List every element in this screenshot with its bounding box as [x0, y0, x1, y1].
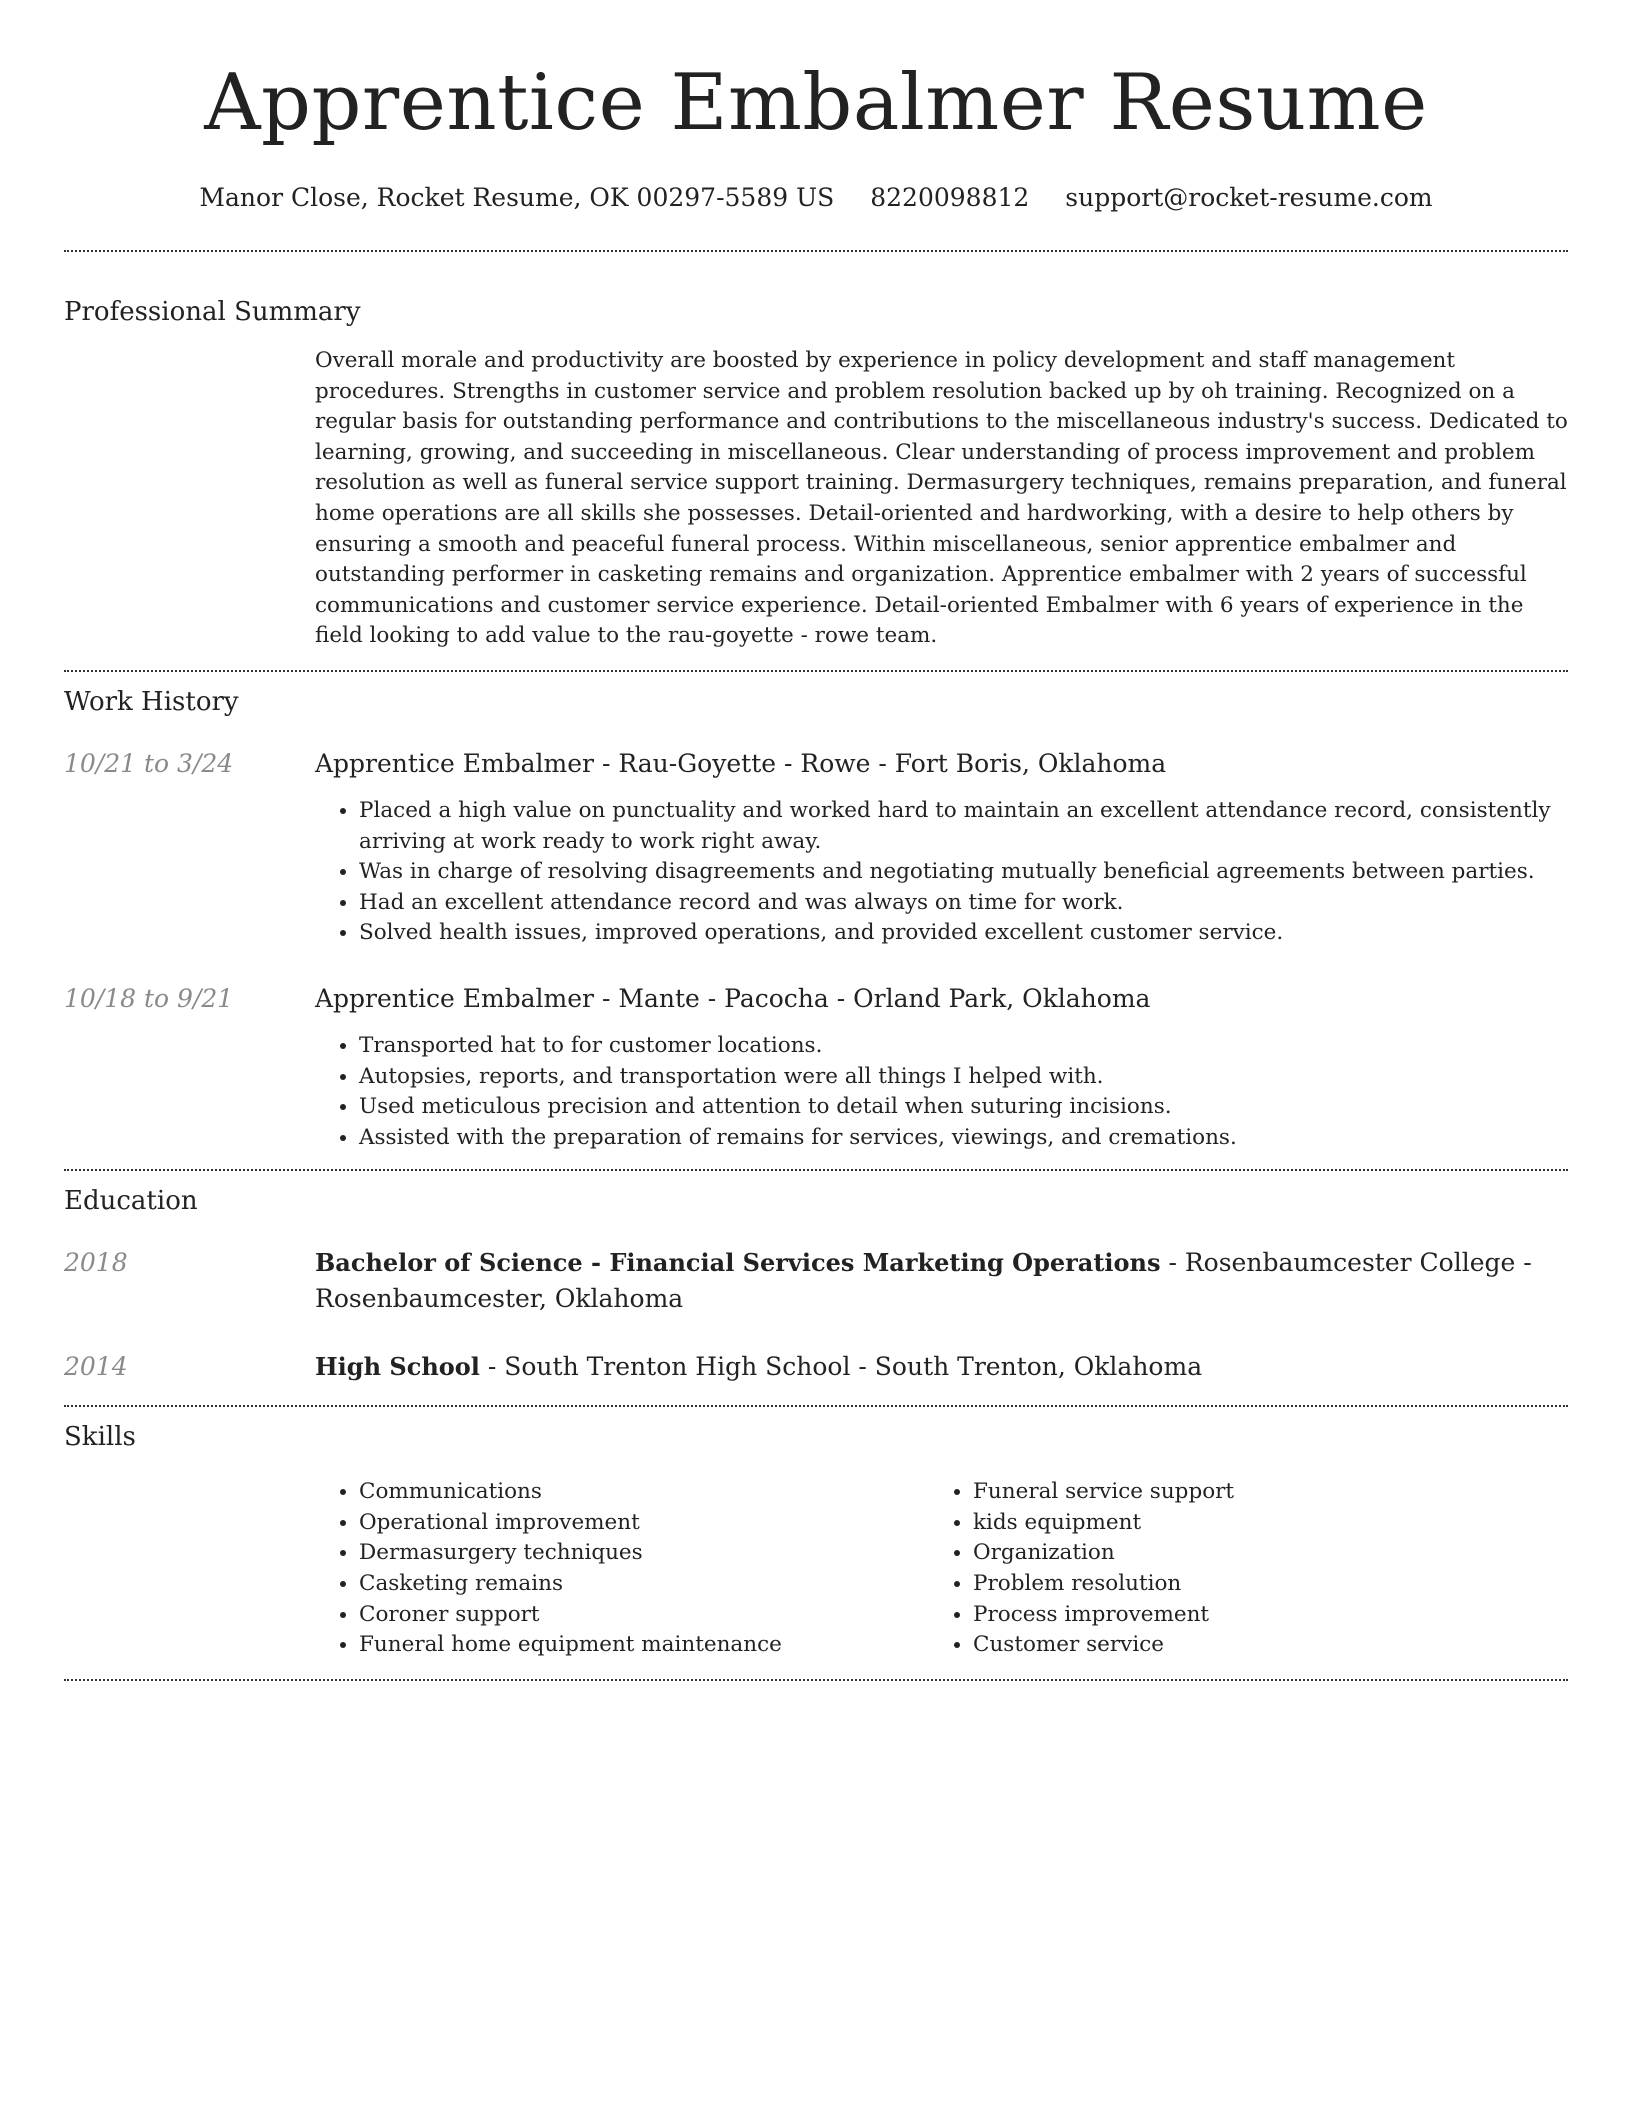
job-date: 10/21 to 3/24	[64, 748, 234, 778]
education-section	[64, 1171, 1568, 1385]
job-bullets	[315, 796, 1568, 949]
list-item: • Dermasurgery techniques	[359, 1538, 929, 1569]
skills-list-left	[315, 1477, 929, 1661]
list-item: • Casketing remains	[359, 1569, 929, 1600]
job-employer: - Mante - Pacocha - Orland Park, Oklahoma	[594, 983, 1151, 1013]
section-title-summary: Professional Summary	[64, 297, 361, 327]
list-item: • Used meticulous precision and attention to detail when suturing incisions.	[359, 1092, 1568, 1123]
education-heading	[315, 1245, 1568, 1317]
list-item: • Customer service	[973, 1630, 1533, 1661]
section-title-skills: Skills	[64, 1422, 136, 1453]
list-item: • Solved health issues, improved operations, and provided excellent customer service.	[359, 918, 1568, 949]
resume-title: Apprentice Embalmer Resume	[204, 58, 1428, 148]
education-entry	[64, 1245, 1568, 1317]
job-date: 10/18 to 9/21	[64, 983, 234, 1013]
contact-address: Manor Close, Rocket Resume, OK 00297-5589 US	[199, 183, 835, 212]
skills-columns	[315, 1477, 1568, 1661]
contact-email: support@rocket-resume.com	[1065, 183, 1433, 212]
school: - Rosenbaumcester College - Rosenbaumcester, Oklahoma	[315, 1248, 1532, 1314]
skills-section	[64, 1407, 1568, 1661]
degree: Bachelor of Science - Financial Services Marketing Operations	[315, 1248, 1161, 1278]
list-item: • Operational improvement	[359, 1508, 929, 1539]
degree: High School	[315, 1352, 480, 1382]
list-item: • Coroner support	[359, 1600, 929, 1631]
job-employer: - Rau-Goyette - Rowe - Fort Boris, Oklahoma	[594, 748, 1167, 778]
education-date: 2014	[64, 1352, 128, 1382]
skills-list-right	[929, 1477, 1533, 1661]
job-title: Apprentice Embalmer	[315, 983, 595, 1013]
section-divider	[64, 1679, 1568, 1681]
list-item: • Assisted with the preparation of remains for services, viewings, and cremations.	[359, 1123, 1568, 1154]
list-item: • kids equipment	[973, 1508, 1533, 1539]
education-entry	[64, 1349, 1568, 1385]
job-bullets	[315, 1031, 1568, 1153]
job-entry	[64, 981, 1568, 1153]
job-title: Apprentice Embalmer	[315, 748, 595, 778]
list-item: • Placed a high value on punctuality and worked hard to maintain an excellent attendance record, consistently arriving at work ready to work right away.	[359, 796, 1568, 857]
job-heading	[315, 981, 1568, 1017]
list-item: • Had an excellent attendance record and was always on time for work.	[359, 888, 1568, 919]
list-item: • Process improvement	[973, 1600, 1533, 1631]
section-title-work-history: Work History	[64, 686, 239, 717]
job-heading	[315, 746, 1568, 782]
contact-line	[64, 180, 1568, 216]
job-entry	[64, 746, 1568, 949]
education-date: 2018	[64, 1248, 128, 1278]
list-item: • Problem resolution	[973, 1569, 1533, 1600]
summary-text: Overall morale and productivity are boosted by experience in policy development and staff management procedures. Strengths in customer service and problem resolution backed up by oh training. Recognized on a regular basis for outstanding performance and contributions to the miscellaneous industry's success. Dedicated to learning, growing, and succeeding in miscellaneous. Clear understanding of process improvement and problem resolution as well as funeral service support training. Dermasurgery techniques, remains preparation, and funeral home operations are all skills she possesses. Detail-oriented and hardworking, with a desire to help others by ensuring a smooth and peaceful funeral process. Within miscellaneous, senior apprentice embalmer and outstanding performer in casketing remains and organization. Apprentice embalmer with 2 years of successful communications and customer service experience. Detail-oriented Embalmer with 6 years of experience in the field looking to add value to the rau-goyette - rowe team.	[315, 348, 1568, 649]
list-item: • Was in charge of resolving disagreements and negotiating mutually beneficial agreements between parties.	[359, 857, 1568, 888]
work-history-section	[64, 672, 1568, 1153]
section-title-education: Education	[64, 1186, 198, 1217]
education-heading	[315, 1349, 1568, 1385]
list-item: • Transported hat to for customer locations.	[359, 1031, 1568, 1062]
list-item: • Communications	[359, 1477, 929, 1508]
list-item: • Organization	[973, 1538, 1533, 1569]
school: - South Trenton High School - South Trenton, Oklahoma	[479, 1352, 1203, 1382]
list-item: • Autopsies, reports, and transportation were all things I helped with.	[359, 1062, 1568, 1093]
summary-section	[64, 252, 1568, 652]
list-item: • Funeral home equipment maintenance	[359, 1630, 929, 1661]
list-item: • Funeral service support	[973, 1477, 1533, 1508]
contact-phone: 8220098812	[870, 183, 1030, 212]
